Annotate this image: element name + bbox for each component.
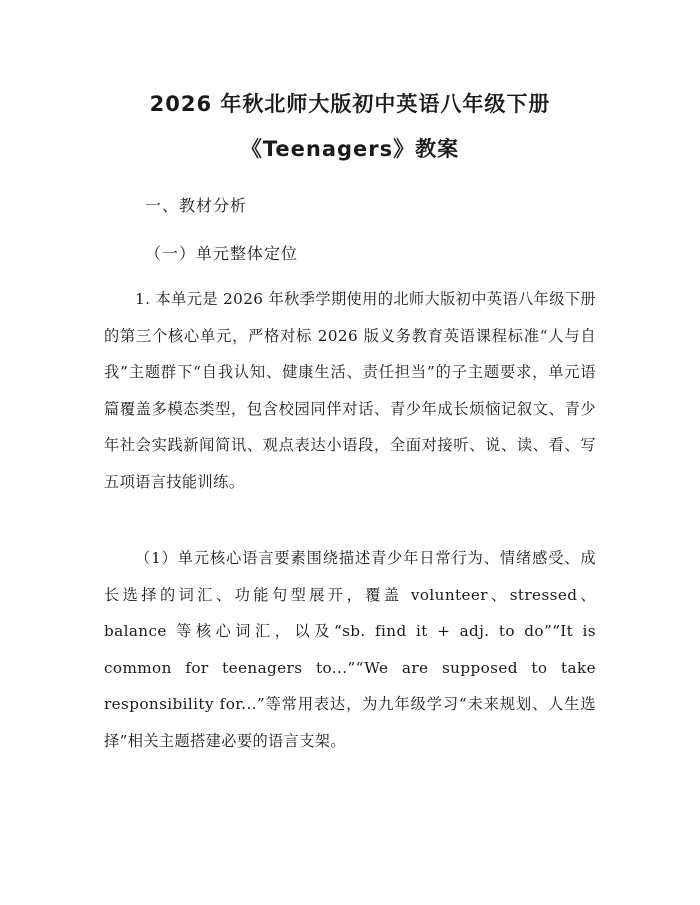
document-title-line-1: 2026 年秋北师大版初中英语八年级下册 [149, 92, 551, 116]
paragraph-core-language: （1）单元核心语言要素围绕描述青少年日常行为、情绪感受、成长选择的词汇、功能句型展开，覆盖 volunteer、stressed、balance 等核心词汇，以及“sb. find it + adj. to do”“It is common for teenagers to...”“We are supposed to take responsibility for...”等常用表达，为九年级学习“未来规划、人生选择”相关主题搭建必要的语言支架。 [104, 549, 596, 750]
paragraph-unit-positioning: 1. 本单元是 2026 年秋季学期使用的北师大版初中英语八年级下册的第三个核心单元，严格对标 2026 版义务教育英语课程标准“人与自我”主题群下“自我认知、健康生活、责任担当”的子主题要求，单元语篇覆盖多模态类型，包含校园同伴对话、青少年成长烦恼记叙文、青少年社会实践新闻简讯、观点表达小语段，全面对接听、说、读、看、写五项语言技能训练。 [104, 290, 596, 491]
section-heading: 一、教材分析 [145, 196, 248, 215]
document-title-line-2: 《Teenagers》教案 [240, 137, 460, 161]
subsection-heading: （一）单元整体定位 [145, 244, 299, 263]
